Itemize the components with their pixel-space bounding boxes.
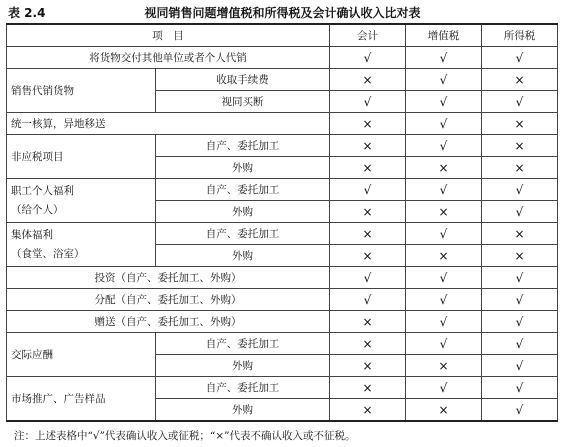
table-row [7, 267, 558, 289]
cell-vat: × [406, 201, 482, 223]
group-label [7, 179, 156, 223]
cell-vat: √ [406, 69, 482, 91]
cell-vat: √ [406, 113, 482, 135]
header-vat: 增值税 [406, 24, 482, 47]
cell-income-tax: √ [482, 333, 558, 355]
row-label: 外购 [156, 355, 330, 377]
cell-vat: × [406, 245, 482, 267]
cell-income-tax: × [482, 135, 558, 157]
row-label: 统一核算，异地移送 [7, 113, 330, 135]
header [0, 0, 565, 24]
group-label-line1: 集体福利 [11, 228, 53, 241]
row-label: 自产、委托加工 [156, 333, 330, 355]
cell-vat: × [406, 157, 482, 179]
table-row [7, 135, 558, 157]
table-row [7, 377, 558, 399]
cell-accounting: × [330, 311, 406, 333]
comparison-table [6, 23, 558, 422]
row-label: 收取手续费 [156, 69, 330, 91]
table-row [7, 179, 558, 201]
cell-vat: √ [406, 333, 482, 355]
row-label: 赠送（自产、委托加工、外购） [7, 311, 330, 333]
cell-accounting: × [330, 223, 406, 245]
cell-accounting: × [330, 245, 406, 267]
row-label: 自产、委托加工 [156, 223, 330, 245]
cell-income-tax: × [482, 223, 558, 245]
row-label: 外购 [156, 201, 330, 223]
table-row [7, 113, 558, 135]
cell-accounting: × [330, 399, 406, 422]
group-label-line2: （食堂、浴室） [11, 247, 85, 260]
cell-vat: √ [406, 179, 482, 201]
row-label: 外购 [156, 399, 330, 422]
cell-accounting: × [330, 113, 406, 135]
cell-vat: √ [406, 377, 482, 399]
page-title: 视同销售问题增值税和所得税及会计确认收入比对表 [144, 6, 421, 20]
group-label: 市场推广、广告样品 [7, 377, 156, 422]
cell-income-tax: √ [482, 377, 558, 399]
table-header-row [7, 24, 558, 47]
cell-accounting: × [330, 355, 406, 377]
table-row [7, 69, 558, 91]
table-row [7, 333, 558, 355]
cell-vat: × [406, 355, 482, 377]
cell-vat: √ [406, 311, 482, 333]
cell-income-tax: √ [482, 47, 558, 69]
cell-income-tax: √ [482, 201, 558, 223]
cell-accounting: × [330, 201, 406, 223]
group-label-line1: 职工个人福利 [11, 184, 74, 197]
cell-accounting: × [330, 69, 406, 91]
group-label: 销售代销货物 [7, 69, 156, 113]
cell-income-tax: √ [482, 289, 558, 311]
cell-accounting: × [330, 333, 406, 355]
cell-accounting: √ [330, 91, 406, 113]
cell-vat: √ [406, 267, 482, 289]
header-income-tax: 所得税 [482, 24, 558, 47]
row-label: 分配（自产、委托加工、外购） [7, 289, 330, 311]
cell-income-tax: × [482, 245, 558, 267]
cell-accounting: √ [330, 47, 406, 69]
cell-vat: × [406, 399, 482, 422]
cell-income-tax: √ [482, 399, 558, 422]
row-label: 将货物交付其他单位或者个人代销 [7, 47, 330, 69]
cell-vat: √ [406, 223, 482, 245]
header-accounting: 会计 [330, 24, 406, 47]
cell-income-tax: √ [482, 311, 558, 333]
cell-income-tax: × [482, 157, 558, 179]
row-label: 自产、委托加工 [156, 135, 330, 157]
cell-vat: √ [406, 289, 482, 311]
row-label: 视同买断 [156, 91, 330, 113]
table-row [7, 47, 558, 69]
cell-vat: √ [406, 91, 482, 113]
table-row [7, 223, 558, 245]
header-item: 项 目 [7, 24, 330, 47]
group-label: 非应税项目 [7, 135, 156, 179]
row-label: 投资（自产、委托加工、外购） [7, 267, 330, 289]
cell-accounting: × [330, 157, 406, 179]
row-label: 自产、委托加工 [156, 377, 330, 399]
cell-income-tax: √ [482, 179, 558, 201]
group-label-line2: （给个人） [11, 203, 64, 216]
cell-income-tax: √ [482, 355, 558, 377]
cell-income-tax: × [482, 69, 558, 91]
cell-income-tax: √ [482, 91, 558, 113]
cell-accounting: √ [330, 179, 406, 201]
row-label: 外购 [156, 245, 330, 267]
cell-income-tax: × [482, 113, 558, 135]
cell-income-tax: √ [482, 267, 558, 289]
row-label: 外购 [156, 157, 330, 179]
cell-accounting: × [330, 135, 406, 157]
cell-accounting: √ [330, 267, 406, 289]
table-row [7, 311, 558, 333]
row-label: 自产、委托加工 [156, 179, 330, 201]
table-number: 表 2.4 [8, 6, 46, 20]
cell-vat: √ [406, 135, 482, 157]
cell-accounting: × [330, 377, 406, 399]
cell-accounting: √ [330, 289, 406, 311]
group-label: 交际应酬 [7, 333, 156, 377]
group-label [7, 223, 156, 267]
table-row [7, 289, 558, 311]
cell-vat: √ [406, 47, 482, 69]
footnote: 注：上述表格中“√”代表确认收入或征税；“×”代表不确认收入或不征税。 [14, 430, 356, 442]
